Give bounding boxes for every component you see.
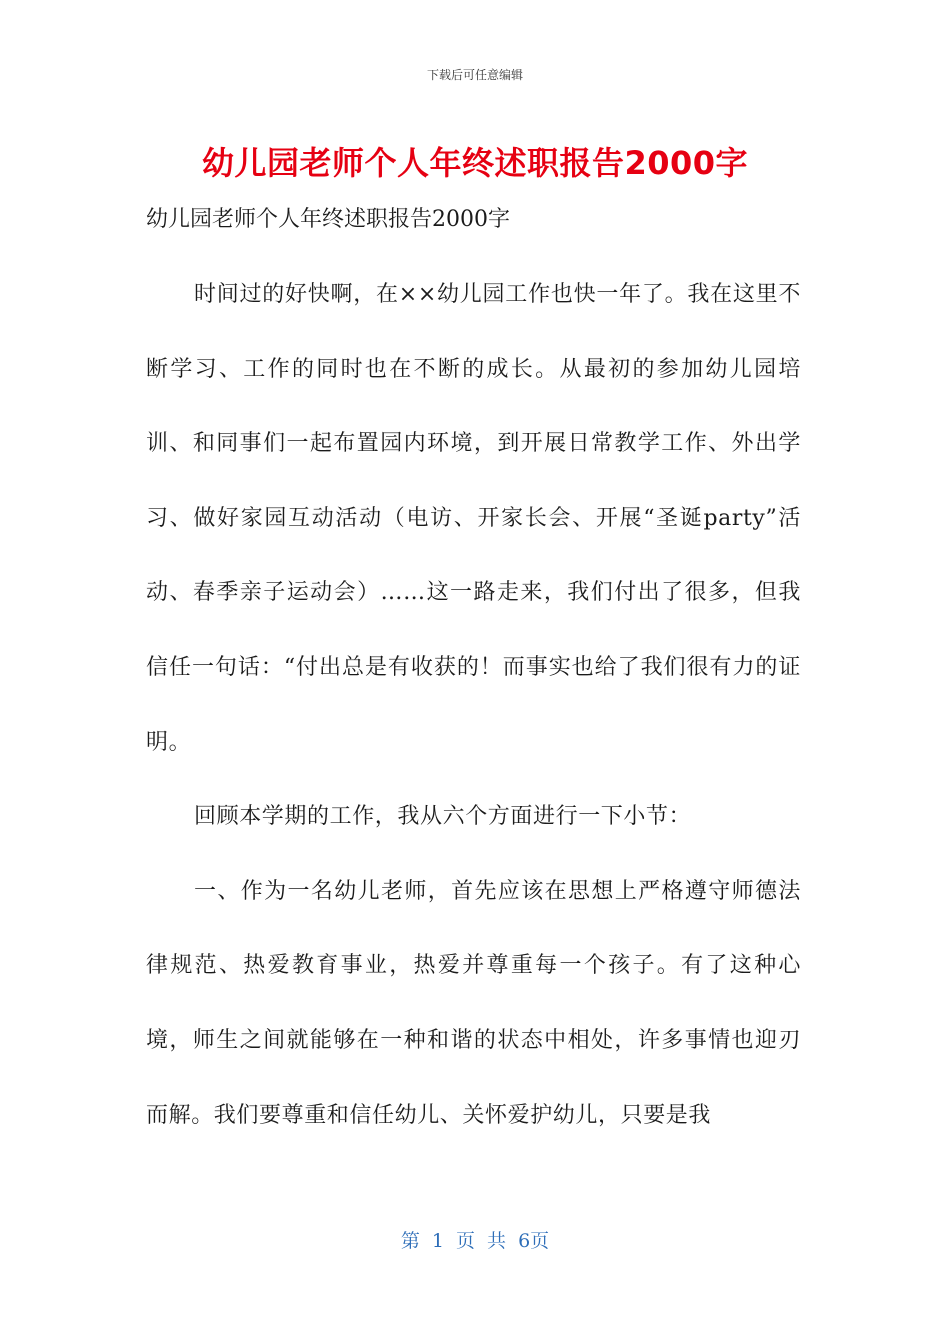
document-subtitle: 幼儿园老师个人年终述职报告2000字 [146, 207, 510, 232]
header-note: 下载后可任意编辑 [426, 68, 523, 82]
page-indicator: 第 1 页 共 6页 [400, 1230, 550, 1252]
paragraph-review: 回顾本学期的工作，我从六个方面进行一下小节： [194, 804, 692, 830]
paragraph-intro: 时间过的好快啊，在××幼儿园工作也快一年了。我在这里不断学习、工作的同时也在不断的成长。从最初的参加幼儿园培训、和同事们一起布置园内环境，到开展日常教学工作、外出学习、做好家园互动活动（电访、开家长会、开展“圣诞party”活动、春季亲子运动会）……这一路走来，我们付出了很多，但我信任一句话：“付出总是有收获的！而事实也给了我们很有力的证明。 [146, 282, 801, 755]
paragraph-section-one: 一、作为一名幼儿老师，首先应该在思想上严格遵守师德法律规范、热爱教育事业，热爱并尊重每一个孩子。有了这种心境，师生之间就能够在一种和谐的状态中相处，许多事情也迎刃而解。我们要尊重和信任幼儿、关怀爱护幼儿，只要是我 [146, 878, 801, 1128]
document-title: 幼儿园老师个人年终述职报告2000字 [201, 144, 749, 182]
document-body [146, 258, 801, 1153]
